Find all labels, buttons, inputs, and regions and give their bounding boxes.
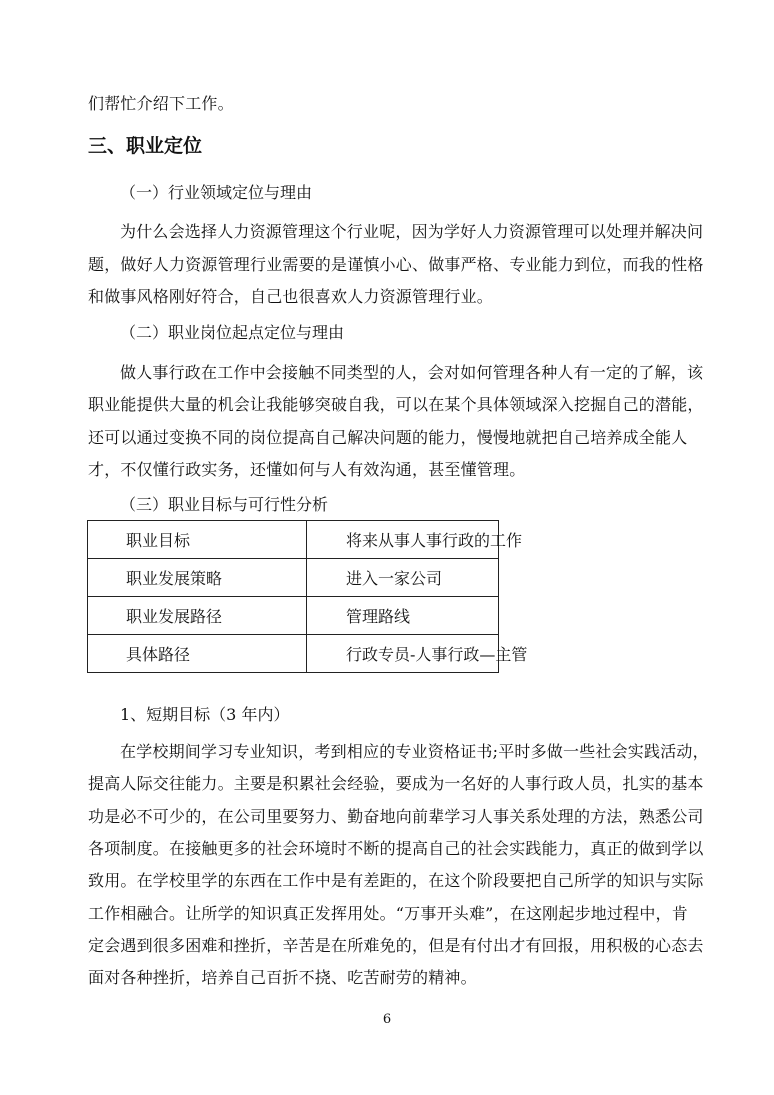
paragraph-line: 和做事风格刚好符合，自己也很喜欢人力资源管理行业。 [88,287,494,306]
section-title: 三、职业定位 [88,135,203,157]
paragraph-line: 面对各种挫折，培养自己百折不挠、吃苦耐劳的精神。 [88,968,477,987]
table-row [88,521,499,559]
subheading-goals: （三）职业目标与可行性分析 [120,495,329,514]
paragraph-line: 才，不仅懂行政实务，还懂如何与人有效沟通，甚至懂管理。 [88,460,526,479]
table-cell-label: 职业发展策略 [88,559,307,597]
table-cell-label: 职业发展路径 [88,597,307,635]
table-cell-label: 职业目标 [88,521,307,559]
paragraph-line: 工作相融合。让所学的知识真正发挥用处。“万事开头难”，在这刚起步地过程中，肯 [88,904,688,923]
subheading-short-term: 1、短期目标（3 年内） [120,705,290,724]
table-row [88,635,499,673]
paragraph-line: 还可以通过变换不同的岗位提高自己解决问题的能力，慢慢地就把自己培养成全能人 [88,428,688,447]
table-row [88,559,499,597]
table-cell-value: 进入一家公司 [307,559,499,597]
paragraph-line: 各项制度。在接触更多的社会环境时不断的提高自己的社会实践能力，真正的做到学以 [88,839,704,858]
paragraph-line: 定会遇到很多困难和挫折，辛苦是在所难免的，但是有付出才有回报，用积极的心态去 [88,936,704,955]
subheading-position: （二）职业岗位起点定位与理由 [120,323,345,342]
table-cell-label: 具体路径 [88,635,307,673]
paragraph-line: 做人事行政在工作中会接触不同类型的人，会对如何管理各种人有一定的了解，该 [120,363,704,382]
paragraph-line: 为什么会选择人力资源管理这个行业呢，因为学好人力资源管理可以处理并解决问 [120,222,704,241]
paragraph-line: 题，做好人力资源管理行业需要的是谨慎小心、做事严格、专业能力到位，而我的性格 [88,255,704,274]
paragraph-line: 在学校期间学习专业知识，考到相应的专业资格证书;平时多做一些社会实践活动， [120,742,709,761]
career-goals-table [87,520,528,673]
table-row [88,597,499,635]
table-cell-value: 管理路线 [307,597,499,635]
paragraph-line: 功是必不可少的，在公司里要努力、勤奋地向前辈学习人事关系处理的方法，熟悉公司 [88,807,704,826]
paragraph-line: 致用。在学校里学的东西在工作中是有差距的，在这个阶段要把自己所学的知识与实际 [88,871,704,890]
paragraph-line: 提高人际交往能力。主要是积累社会经验，要成为一名好的人事行政人员，扎实的基本 [88,774,704,793]
paragraph-line: 职业能提供大量的机会让我能够突破自我，可以在某个具体领域深入挖掘自己的潜能， [88,395,704,414]
subheading-industry: （一）行业领域定位与理由 [120,183,313,202]
table-cell-value: 行政专员-人事行政—主管 [307,635,499,673]
page-number: 6 [382,1012,392,1027]
table-cell-value: 将来从事人事行政的工作 [307,521,499,559]
continuation-line: 们帮忙介绍下工作。 [88,94,234,113]
